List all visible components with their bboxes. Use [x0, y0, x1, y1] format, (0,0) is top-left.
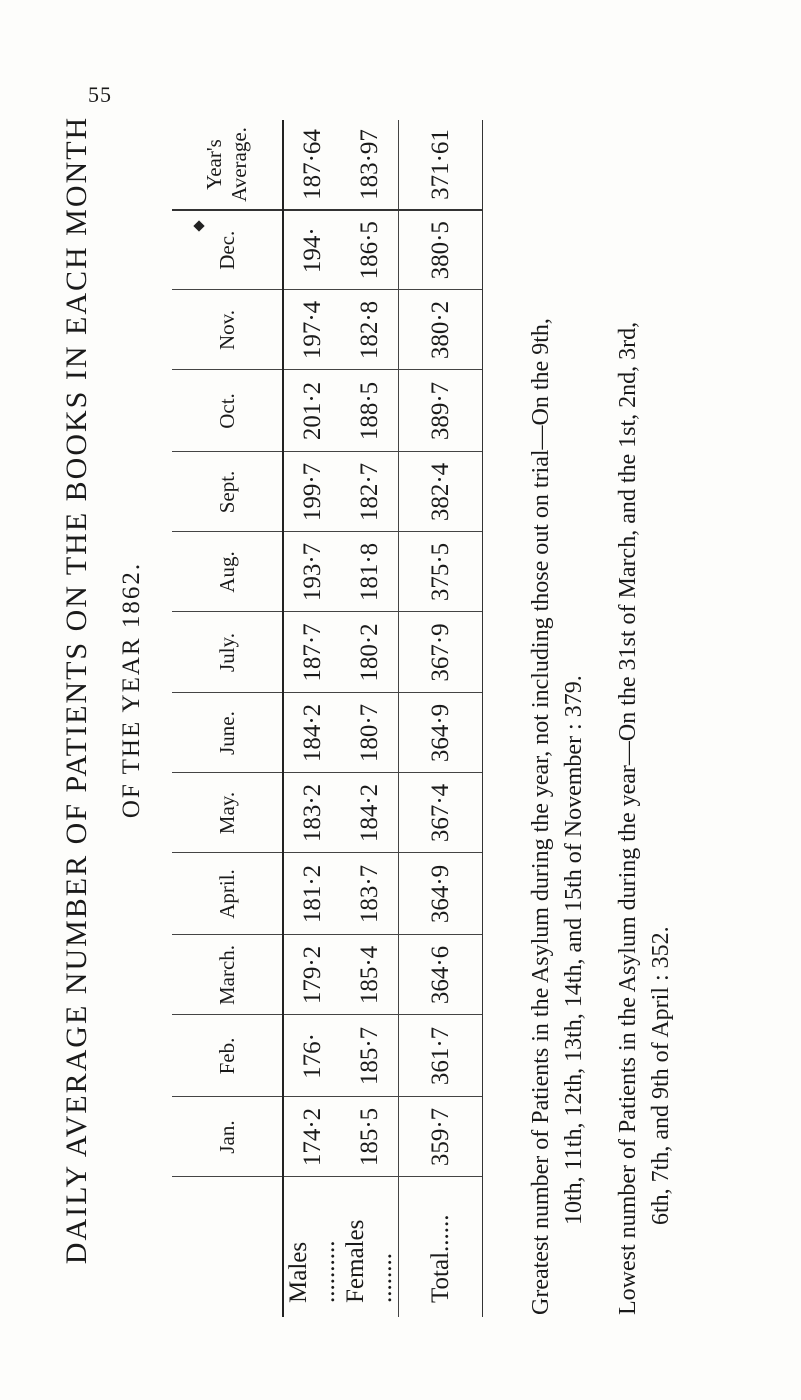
page-number: 55 [88, 82, 112, 107]
row-label: Males .......... [284, 1240, 340, 1303]
header-blank [172, 1177, 283, 1317]
table-cell: 194· [283, 210, 341, 290]
page-subtitle: OF THE YEAR 1862. [118, 561, 145, 819]
table-cell: 193·7 [283, 532, 341, 612]
table-cell: 188·5 [341, 370, 399, 452]
table-cell: 359·7 [399, 1097, 483, 1177]
table-cell: 181·8 [341, 532, 399, 612]
table-cell: 364·9 [399, 853, 483, 935]
lowest-number-note [612, 65, 678, 1315]
table-row-females [341, 120, 399, 1317]
note-line: Lowest number of Patients in the Asylum during the year—On the 31st of March, and the 1st, 2nd, 3rd, [615, 321, 641, 1315]
greatest-number-note [525, 65, 591, 1315]
header-aug: Aug. [172, 532, 283, 612]
row-label: Total...... [399, 1177, 483, 1317]
table-cell: 364·9 [399, 693, 483, 773]
table-cell: 185·7 [341, 1015, 399, 1097]
header-year-average: Year's Average. [172, 120, 283, 210]
table-cell: 201·2 [283, 370, 341, 452]
header-june: June. [172, 693, 283, 773]
table-cell: 185·5 [341, 1097, 399, 1177]
header-nov: Nov. [172, 290, 283, 370]
header-march: March. [172, 935, 283, 1015]
table-cell: 197·4 [283, 290, 341, 370]
table-cell: 185·4 [341, 935, 399, 1015]
table-cell: 364·6 [399, 935, 483, 1015]
table-cell: 179·2 [283, 935, 341, 1015]
note-line: Greatest number of Patients in the Asylum during the year, not including those out on trial—On the 9th, [528, 318, 554, 1315]
table-cell: 199·7 [283, 452, 341, 532]
table-cell: 380·5 [399, 210, 483, 290]
table-cell: 367·4 [399, 773, 483, 853]
table-cell: 183·2 [283, 773, 341, 853]
header-oct: Oct. [172, 370, 283, 452]
header-sept: Sept. [172, 452, 283, 532]
note-line: 10th, 11th, 12th, 13th, 14th, and 15th of November : 379. [561, 675, 587, 1225]
note-line: 6th, 7th, and 9th of April : 352. [648, 926, 674, 1225]
table-row-total [399, 120, 483, 1317]
table-cell: 176· [283, 1015, 341, 1097]
table-cell: 389·7 [399, 370, 483, 452]
table-cell: 182·7 [341, 452, 399, 532]
table-cell: 380·2 [399, 290, 483, 370]
table-cell: 187·7 [283, 612, 341, 693]
table-cell: 183·7 [341, 853, 399, 935]
table-cell: 184·2 [341, 773, 399, 853]
header-april: April. [172, 853, 283, 935]
table-cell: 182·8 [341, 290, 399, 370]
header-jan: Jan. [172, 1097, 283, 1177]
patients-table [172, 120, 483, 1317]
header-feb: Feb. [172, 1015, 283, 1097]
table-cell-average: 371·61 [399, 120, 483, 210]
table-cell-average: 187·64 [283, 120, 341, 210]
table-cell: 375·5 [399, 532, 483, 612]
table-row-males [283, 120, 341, 1317]
table-cell: 181·2 [283, 853, 341, 935]
header-july: July. [172, 612, 283, 693]
table-cell: 180·7 [341, 693, 399, 773]
table-cell: 382·4 [399, 452, 483, 532]
header-dec: Dec. [172, 210, 283, 290]
table-cell: 184·2 [283, 693, 341, 773]
table-cell: 174·2 [283, 1097, 341, 1177]
table-cell: 367·9 [399, 612, 483, 693]
table-header-row [172, 120, 283, 1317]
table-cell: 186·5 [341, 210, 399, 290]
table-cell: 361·7 [399, 1015, 483, 1097]
table-cell-average: 183·97 [341, 120, 399, 210]
page-title: DAILY AVERAGE NUMBER OF PATIENTS ON THE BOOKS IN EACH MONTH [60, 115, 93, 1265]
header-may: May. [172, 773, 283, 853]
row-label: Females ........ [341, 1219, 397, 1303]
table-cell: 180·2 [341, 612, 399, 693]
